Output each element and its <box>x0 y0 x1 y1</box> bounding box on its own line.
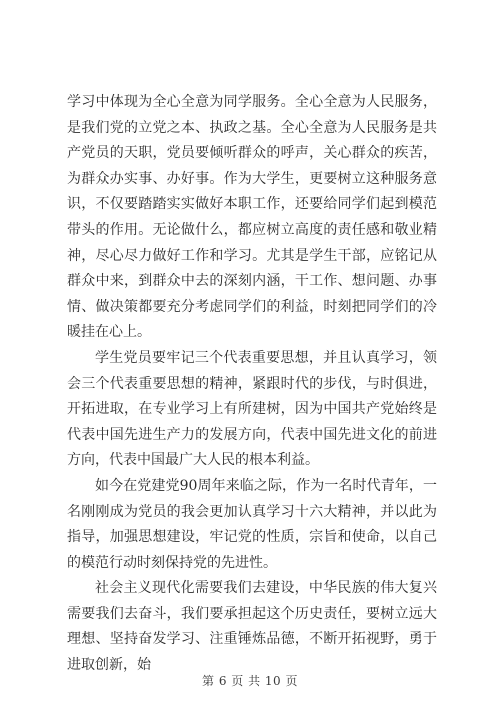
paragraph-4: 社会主义现代化需要我们去建设，中华民族的伟大复兴需要我们去奋斗，我们要承担起这个历史责任，要树立远大理想、坚持奋发学习、注重锤炼品德，不断开拓视野，勇于进取创新，始 <box>67 580 437 674</box>
paragraph-3: 如今在党建党90周年来临之际，作为一名时代青年，一名刚刚成为党员的我会更加认真学习十六大精神，并以此为指导，加强思想建设，牢记党的性质，宗旨和使命，以自己的模范行动时刻保持党的先进性。 <box>67 477 437 571</box>
paragraph-1: 学习中体现为全心全意为同学服务。全心全意为人民服务，是我们党的立党之本、执政之基。全心全意为人民服务是共产党员的天职，党员要倾听群众的呼声，关心群众的疾苦，为群众办实事、办好事。作为大学生，更要树立这种服务意识，不仅要踏踏实实做好本职工作，还要给同学们起到模范带头的作用。无论做什么，都应树立高度的责任感和敬业精神，尽心尽力做好工作和学习。尤其是学生干部，应铭记从群众中来，到群众中去的深刻内涵，干工作、想问题、办事情、做决策都要充分考虑同学们的利益，时刻把同学们的冷暖挂在心上。 <box>67 94 437 341</box>
page-number-footer: 第 6 页 共 10 页 <box>202 674 298 688</box>
document-body <box>67 90 437 679</box>
paragraph-2: 学生党员要牢记三个代表重要思想，并且认真学习，领会三个代表重要思想的精神，紧跟时代的步伐，与时俱进，开拓进取，在专业学习上有所建树，因为中国共产党始终是代表中国先进生产力的发展方向，代表中国先进文化的前进方向，代表中国最广大人民的根本利益。 <box>67 349 437 469</box>
